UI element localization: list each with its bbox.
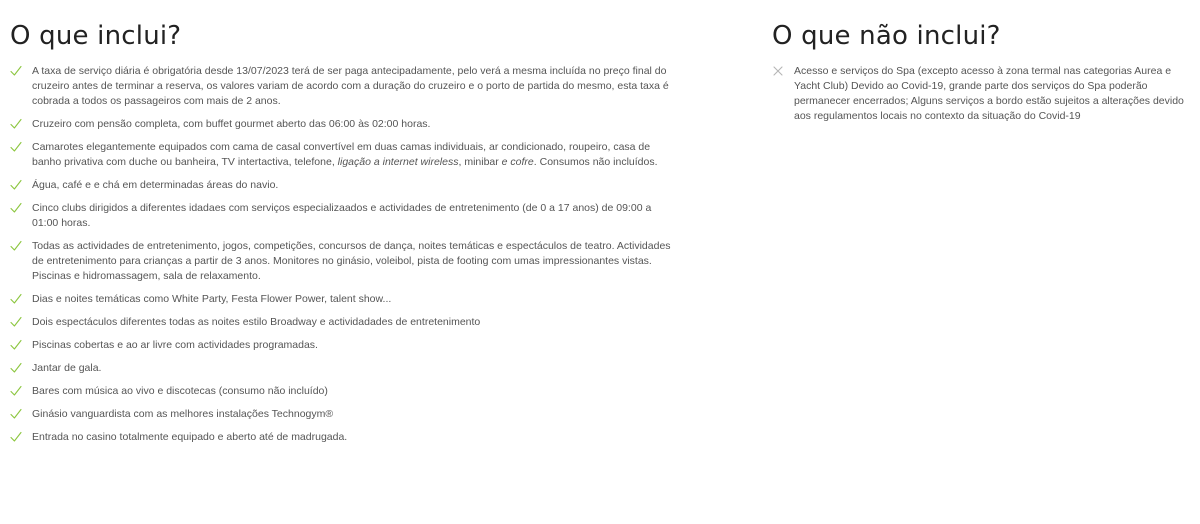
check-icon <box>10 240 22 252</box>
item-text: Dois espectáculos diferentes todas as noites estilo Broadway e actividadades de entretenimento <box>32 316 481 328</box>
item-text-part: Camarotes elegantemente equipados com cama de casal convertível em duas camas individuais, ar condicionado, roupeiro, casa de banho privativa com duche ou banheira, TV intertactiva, telefone, <box>32 141 651 168</box>
item-text: A taxa de serviço diária é obrigatória desde 13/07/2023 terá de ser paga antecipadamente, pelo verá a mesma incluída no preço final do cruzeiro antes de terminar a reserva, os valores variam de acordo com a duração do cruzeiro e o porto de partida do mesmo, esta taxa é cobrada a todos os passageiros com mais de 2 anos. <box>32 65 669 107</box>
list-item <box>10 239 675 284</box>
item-text-part: . Consumos não incluídos. <box>533 156 658 168</box>
list-item <box>10 64 675 109</box>
list-item <box>772 64 1190 124</box>
item-text: Dias e noites temáticas como White Party, Festa Flower Power, talent show... <box>32 293 392 305</box>
check-icon <box>10 339 22 351</box>
list-item <box>10 201 675 231</box>
list-item <box>10 361 675 376</box>
item-text-emphasis: e cofre <box>501 156 534 168</box>
list-item <box>10 292 675 307</box>
list-item <box>10 178 675 193</box>
item-text: Piscinas cobertas e ao ar livre com actividades programadas. <box>32 339 318 351</box>
item-text: Todas as actividades de entretenimento, jogos, competições, concursos de dança, noites temáticas e espectáculos de teatro. Actividades de entretenimento para crianças a partir de 3 anos. Monitores no ginásio, voleibol, pista de footing com umas impressionantes vistas. Piscinas e hidromassagem, sala de relaxamento. <box>32 240 671 282</box>
check-icon <box>10 202 22 214</box>
excluded-list <box>772 64 1190 124</box>
check-icon <box>10 385 22 397</box>
excluded-title: O que não inclui? <box>772 21 1001 51</box>
check-icon <box>10 141 22 153</box>
item-text: Cruzeiro com pensão completa, com buffet gourmet aberto das 06:00 às 02:00 horas. <box>32 118 431 130</box>
item-text: Água, café e e chá em determinadas áreas do navio. <box>32 179 279 191</box>
item-text: Cinco clubs dirigidos a diferentes idadaes com serviços especializaados e actividades de entretenimento (de 0 a 17 anos) de 09:00 a 01:00 horas. <box>32 202 652 229</box>
check-icon <box>10 65 22 77</box>
item-text: Entrada no casino totalmente equipado e aberto até de madrugada. <box>32 431 348 443</box>
check-icon <box>10 118 22 130</box>
check-icon <box>10 362 22 374</box>
list-item <box>10 430 675 445</box>
item-text: Ginásio vanguardista com as melhores instalações Technogym® <box>32 408 334 420</box>
included-title: O que inclui? <box>10 21 182 51</box>
check-icon <box>10 408 22 420</box>
list-item <box>10 384 675 399</box>
included-list <box>10 64 675 445</box>
list-item <box>10 140 675 170</box>
check-icon <box>10 316 22 328</box>
item-text-part: , minibar <box>458 156 502 168</box>
list-item <box>10 407 675 422</box>
check-icon <box>10 293 22 305</box>
cross-icon <box>772 65 784 77</box>
item-text: Bares com música ao vivo e discotecas (consumo não incluído) <box>32 385 328 397</box>
check-icon <box>10 431 22 443</box>
list-item <box>10 117 675 132</box>
item-text-emphasis: ligação a internet wireless <box>337 156 459 168</box>
list-item <box>10 315 675 330</box>
item-text: Jantar de gala. <box>32 362 102 374</box>
list-item <box>10 338 675 353</box>
item-text <box>32 141 658 168</box>
check-icon <box>10 179 22 191</box>
item-text: Acesso e serviços do Spa (excepto acesso à zona termal nas categorias Aurea e Yacht Club) Devido ao Covid-19, grande parte dos serviços do Spa poderão permanecer encerrados; Alguns serviços a bordo estão sujeitos a alterações devido aos regulamentos locais no contexto da situação do Covid-19 <box>794 65 1184 122</box>
included-section <box>10 20 675 453</box>
excluded-section <box>772 20 1190 132</box>
